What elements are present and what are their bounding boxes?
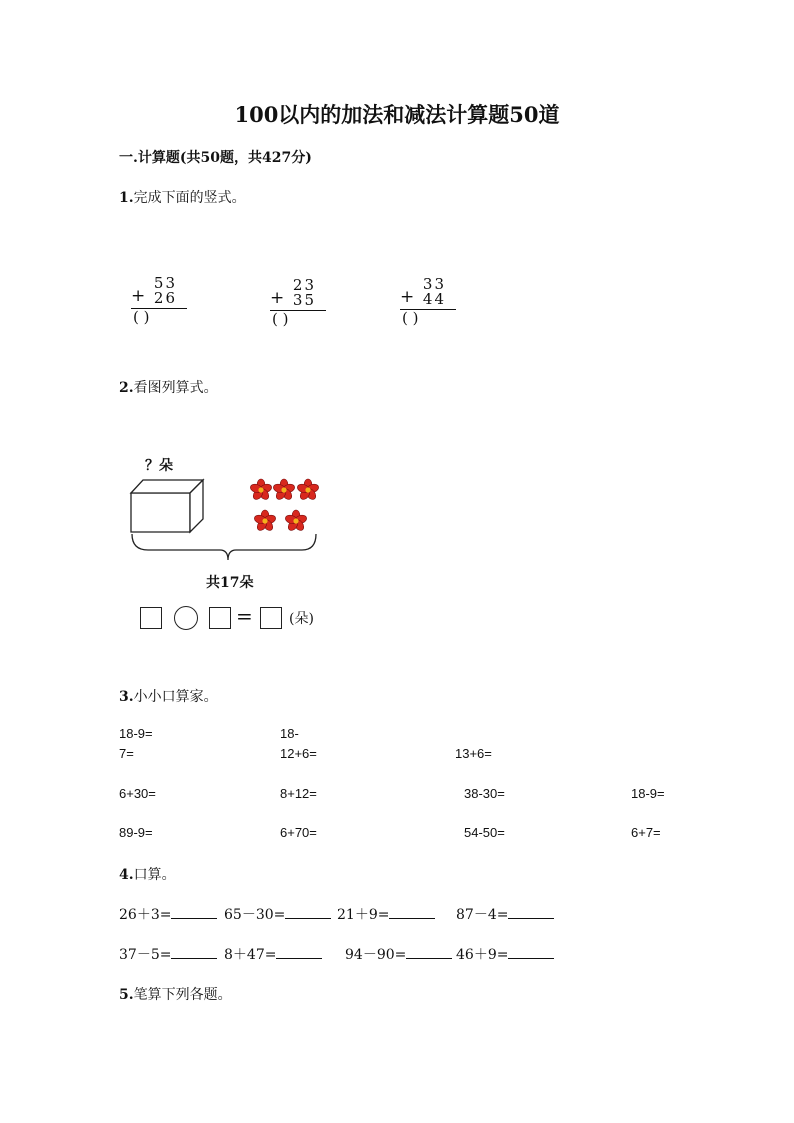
- mental-math-item: 89-9=: [119, 825, 153, 840]
- flower-icon: [253, 510, 276, 532]
- oral-calc-item: 21＋9=: [337, 904, 435, 924]
- mental-math-item: 6+7=: [631, 825, 661, 840]
- flower-icon: [296, 479, 319, 501]
- answer-blank[interactable]: [508, 906, 554, 919]
- question-5-number: 5.: [119, 987, 134, 1003]
- plus-sign: +: [131, 286, 146, 306]
- question-5-text: 笔算下列各题。: [133, 987, 232, 1003]
- picture-diagram: [128, 476, 328, 566]
- flower-icon: [272, 479, 295, 501]
- answer-blank[interactable]: [285, 906, 331, 919]
- question-3-number: 3.: [119, 689, 134, 705]
- mental-math-item: 18-9=: [119, 726, 153, 741]
- question-3-text: 小小口算家。: [133, 689, 218, 705]
- question-3-heading: [119, 686, 218, 706]
- answer-box-3[interactable]: [260, 607, 282, 629]
- mental-math-item: 18-: [280, 726, 299, 741]
- addend-top: 53: [153, 274, 177, 292]
- answer-blank[interactable]: [171, 946, 217, 959]
- question-1-text: 完成下面的竖式。: [133, 190, 246, 206]
- answer-blank[interactable]: [508, 946, 554, 959]
- oral-calc-item: 37－5=: [119, 944, 217, 964]
- flower-icon: [249, 479, 272, 501]
- mental-math-item: 6+70=: [280, 825, 317, 840]
- oral-calc-item: 65－30=: [224, 904, 331, 924]
- page-title: 100以内的加法和减法计算题50道: [234, 102, 560, 127]
- brace: [132, 534, 316, 560]
- answer-blank[interactable]: [389, 906, 435, 919]
- box-illustration: [131, 480, 203, 532]
- answer-blank[interactable]: ( ): [272, 310, 289, 328]
- section-heading: 一.计算题(共50题，共427分): [119, 150, 312, 166]
- mental-math-item: 6+30=: [119, 786, 156, 801]
- addend-bottom: 35: [292, 291, 316, 309]
- answer-blank[interactable]: [276, 946, 322, 959]
- total-count-label: 共17朵: [206, 575, 254, 591]
- unknown-count-label: ？朵: [145, 458, 173, 474]
- mental-math-item: 8+12=: [280, 786, 317, 801]
- operator-circle[interactable]: [174, 606, 198, 630]
- oral-calc-item: 8＋47=: [224, 944, 322, 964]
- question-4-number: 4.: [119, 867, 134, 883]
- question-2-heading: [119, 377, 218, 397]
- mental-math-item: 54-50=: [464, 825, 505, 840]
- question-2-number: 2.: [119, 380, 134, 396]
- plus-sign: +: [400, 287, 415, 307]
- answer-blank[interactable]: [171, 906, 217, 919]
- addend-bottom: 26: [153, 289, 177, 307]
- unit-label: (朵): [289, 611, 314, 627]
- addend-top: 23: [292, 276, 316, 294]
- mental-math-item: 38-30=: [464, 786, 505, 801]
- question-1-heading: [119, 187, 246, 207]
- question-2-text: 看图列算式。: [133, 380, 218, 396]
- addend-top: 33: [422, 275, 446, 293]
- flower-icon: [284, 510, 307, 532]
- mental-math-item: 13+6=: [455, 746, 492, 761]
- plus-sign: +: [270, 288, 285, 308]
- mental-math-item: 18-9=: [631, 786, 665, 801]
- mental-math-item: 7=: [119, 746, 134, 761]
- question-4-text: 口算。: [133, 867, 176, 883]
- oral-calc-item: 26＋3=: [119, 904, 217, 924]
- oral-calc-item: 46＋9=: [456, 944, 554, 964]
- addend-bottom: 44: [422, 290, 446, 308]
- answer-box-1[interactable]: [140, 607, 162, 629]
- oral-calc-item: 87－4=: [456, 904, 554, 924]
- answer-box-2[interactable]: [209, 607, 231, 629]
- answer-blank[interactable]: [406, 946, 452, 959]
- mental-math-item: 12+6=: [280, 746, 317, 761]
- flower-group: [249, 479, 319, 532]
- question-1-number: 1.: [119, 190, 134, 206]
- answer-blank[interactable]: ( ): [402, 309, 419, 327]
- question-4-heading: [119, 864, 176, 884]
- oral-calc-item: 94－90=: [345, 944, 452, 964]
- equals-sign: =: [236, 604, 253, 628]
- question-5-heading: [119, 984, 232, 1004]
- answer-blank[interactable]: ( ): [133, 308, 150, 326]
